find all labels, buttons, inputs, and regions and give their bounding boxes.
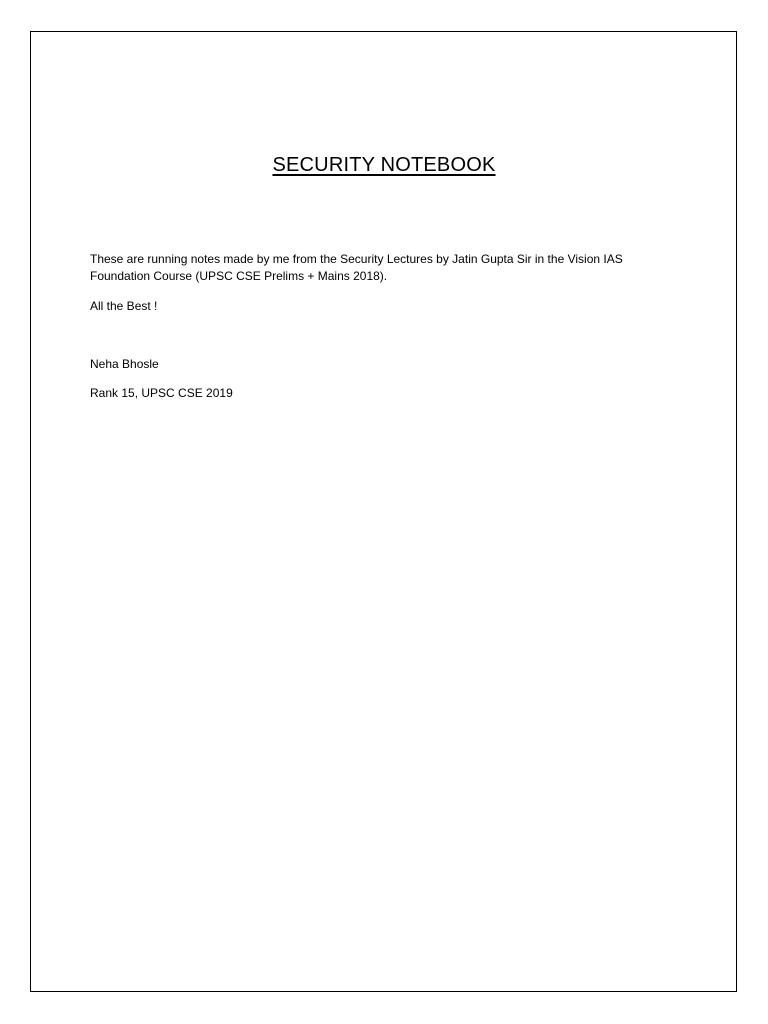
document-title: SECURITY NOTEBOOK xyxy=(272,154,496,176)
author-name: Neha Bhosle xyxy=(90,357,159,371)
author-rank: Rank 15, UPSC CSE 2019 xyxy=(90,386,233,400)
intro-paragraph xyxy=(90,251,680,285)
intro-line-2: Foundation Course (UPSC CSE Prelims + Mains 2018). xyxy=(90,269,388,283)
intro-line-1: These are running notes made by me from the Security Lectures by Jatin Gupta Sir in the Vision IAS xyxy=(90,252,623,266)
wish-text: All the Best ! xyxy=(90,299,158,313)
